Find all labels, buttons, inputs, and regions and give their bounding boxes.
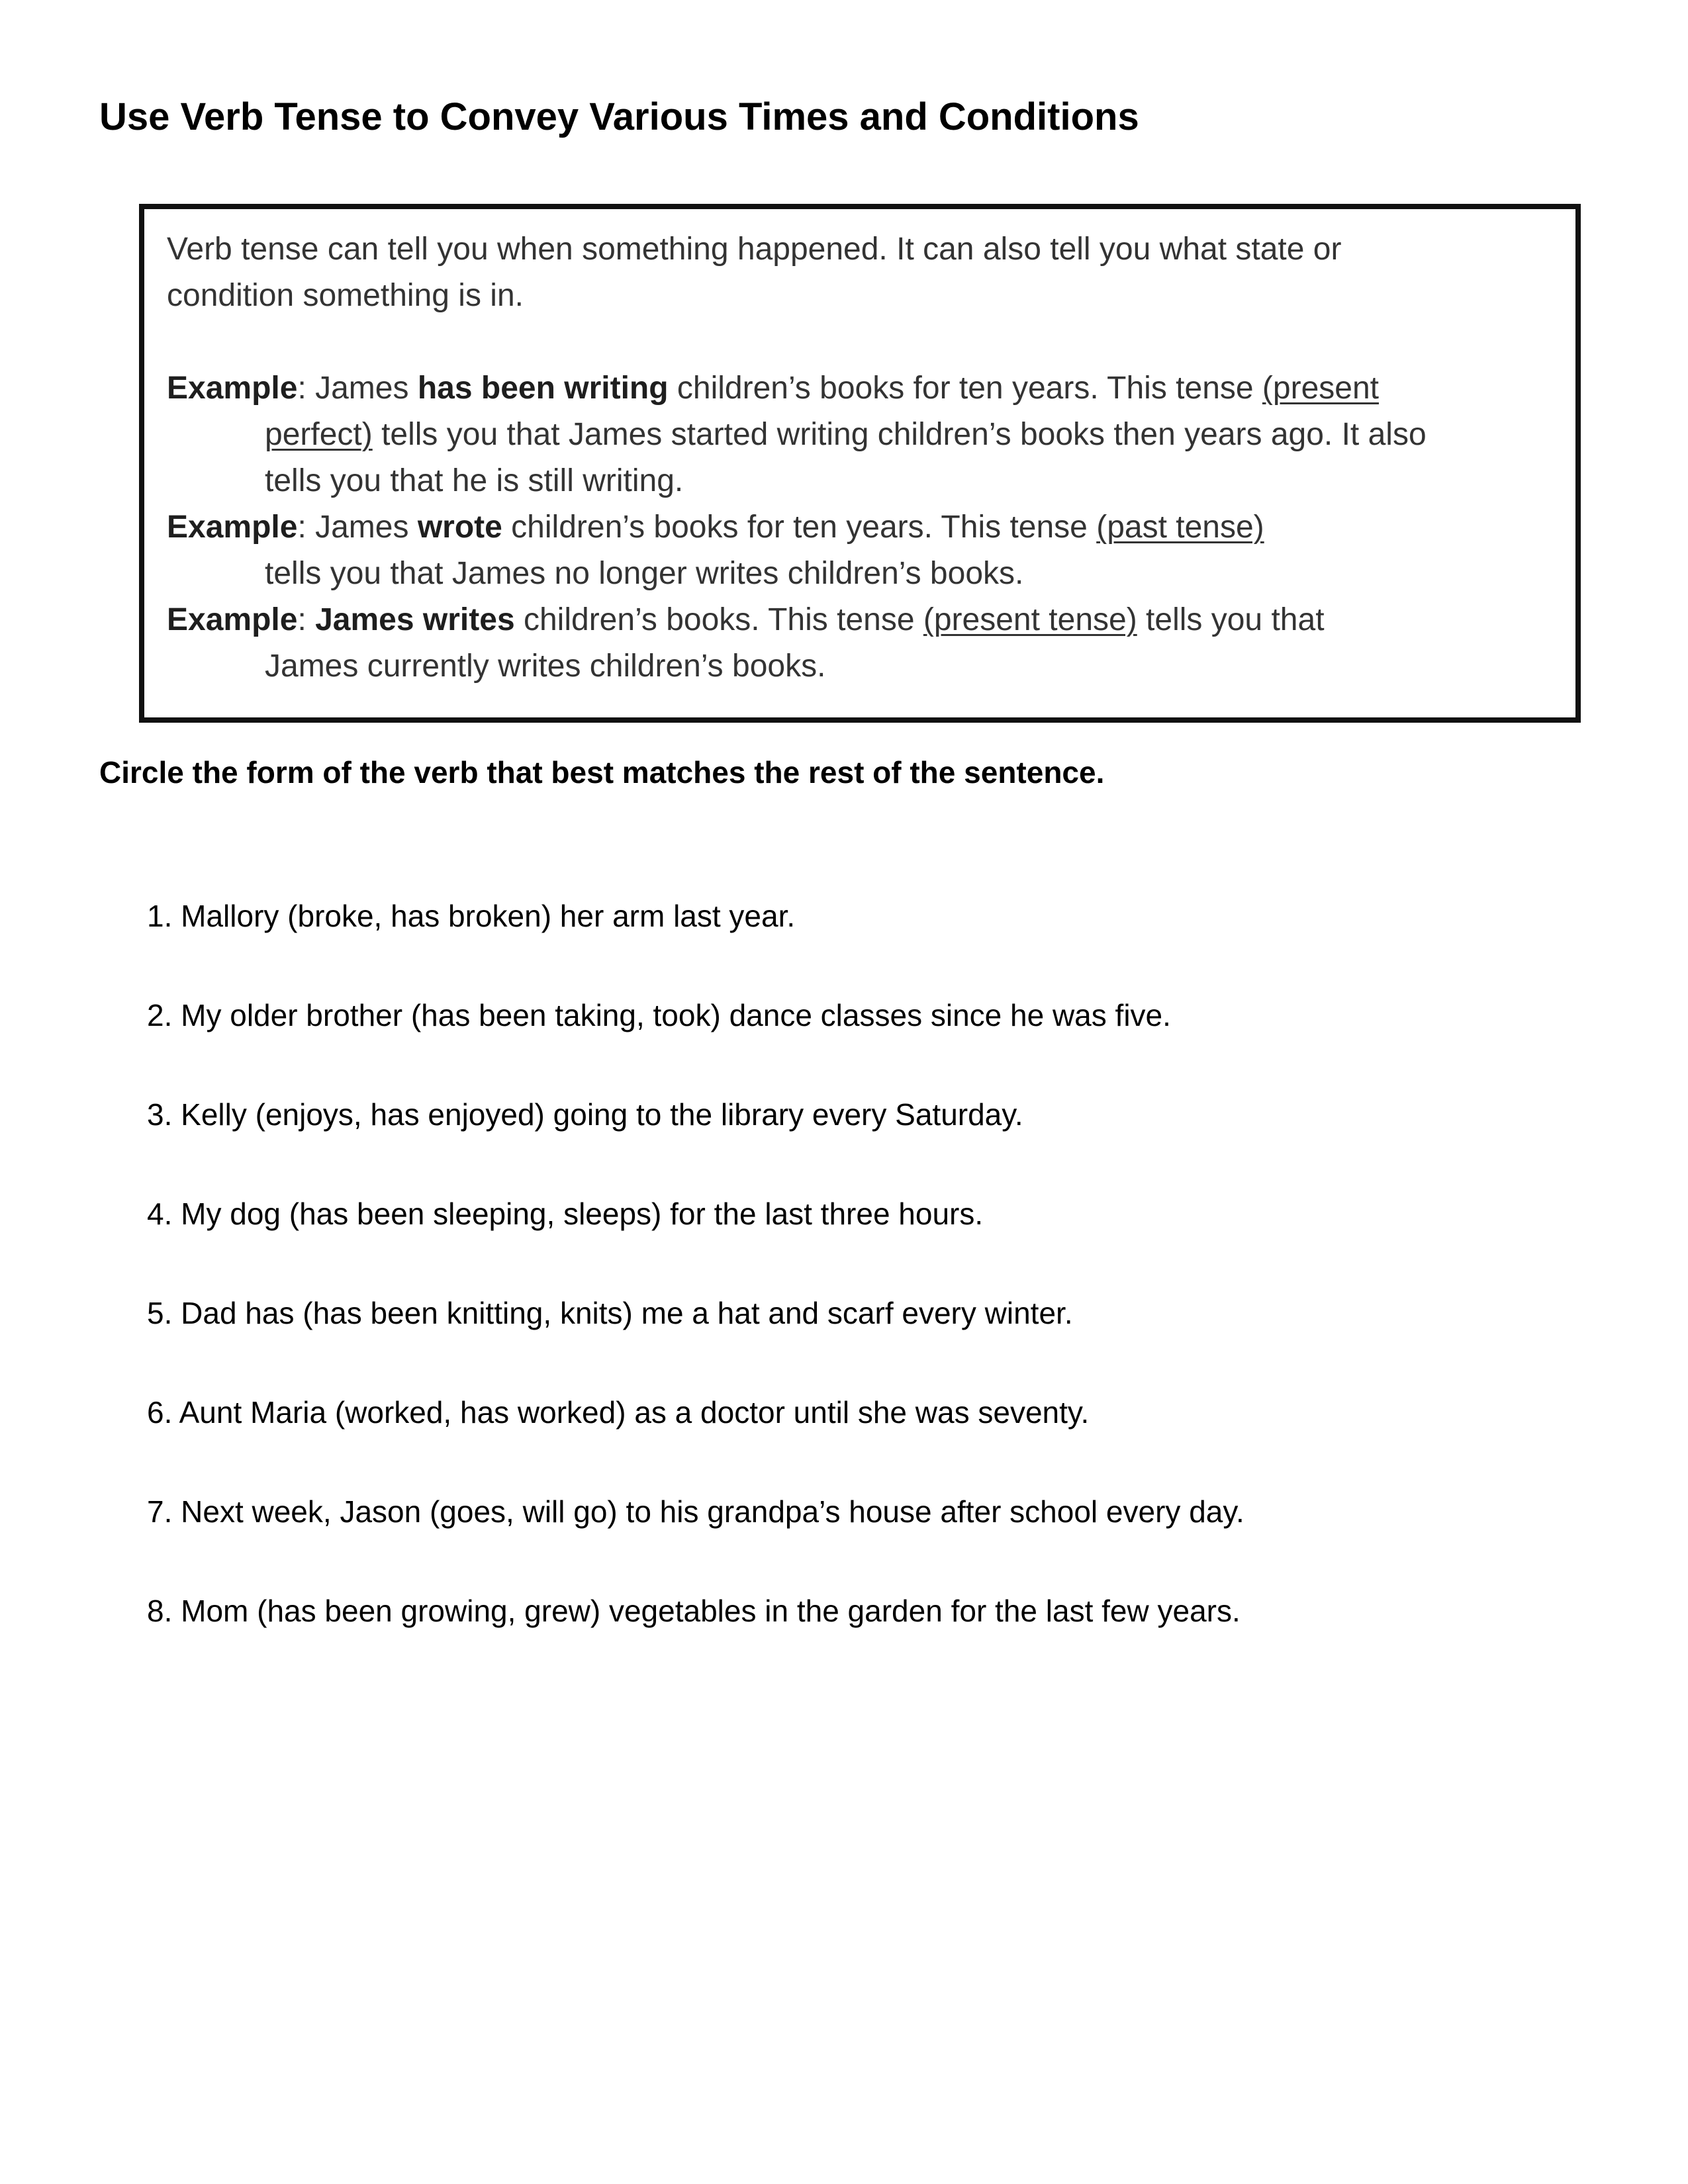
example-verb: has been writing [417,371,669,406]
example-line [167,504,1564,551]
tense-name: (present tense) [923,602,1137,637]
example-label: Example [167,371,298,406]
example-line [167,412,1564,458]
example-label: Example [167,510,298,545]
explanation-box [139,204,1581,723]
example-text: : [297,602,316,637]
example-text: tells you that James started writing children’s books then years ago. It also [372,417,1427,452]
example-label: Example [167,602,298,637]
example-line: tells you that James no longer writes children’s books. [265,556,1024,591]
example-text: : James [297,371,418,406]
intro-line-2: condition something is in. [167,278,524,313]
question-item: 1. Mallory (broke, has broken) her arm last year. [147,899,796,933]
example-verb: wrote [417,510,502,545]
question-item: 5. Dad has (has been knitting, knits) me a hat and scarf every winter. [147,1296,1073,1330]
example-line [167,365,1564,412]
example-present-perfect [167,365,1564,504]
question-item: 8. Mom (has been growing, grew) vegetables in the garden for the last few years. [147,1594,1241,1628]
intro-line-1: Verb tense can tell you when something happened. It can also tell you what state or [167,232,1342,267]
example-text: tells you that [1137,602,1325,637]
example-text: children’s books for ten years. This tense [668,371,1262,406]
example-text: : James [297,510,418,545]
question-item: 2. My older brother (has been taking, took) dance classes since he was five. [147,998,1171,1032]
example-line: James currently writes children’s books. [265,649,826,684]
example-line [167,597,1564,643]
instructions: Circle the form of the verb that best matches the rest of the sentence. [99,755,1105,790]
explanation-text [167,226,1564,690]
example-text: children’s books for ten years. This tense [502,510,1097,545]
tense-name: (present [1262,371,1380,406]
question-list [147,897,1244,1692]
example-present-tense [167,597,1564,690]
question-item: 7. Next week, Jason (goes, will go) to his grandpa’s house after school every day. [147,1494,1244,1529]
tense-name: perfect) [265,417,373,452]
question-item: 4. My dog (has been sleeping, sleeps) for the last three hours. [147,1197,984,1231]
example-past-tense [167,504,1564,597]
example-text: children’s books. This tense [514,602,923,637]
tense-name: (past tense) [1096,510,1264,545]
example-line: tells you that he is still writing. [265,463,684,498]
page-title: Use Verb Tense to Convey Various Times and Conditions [99,95,1139,138]
example-verb: James writes [315,602,515,637]
question-item: 3. Kelly (enjoys, has enjoyed) going to the library every Saturday. [147,1097,1023,1132]
question-item: 6. Aunt Maria (worked, has worked) as a doctor until she was seventy. [147,1395,1090,1430]
